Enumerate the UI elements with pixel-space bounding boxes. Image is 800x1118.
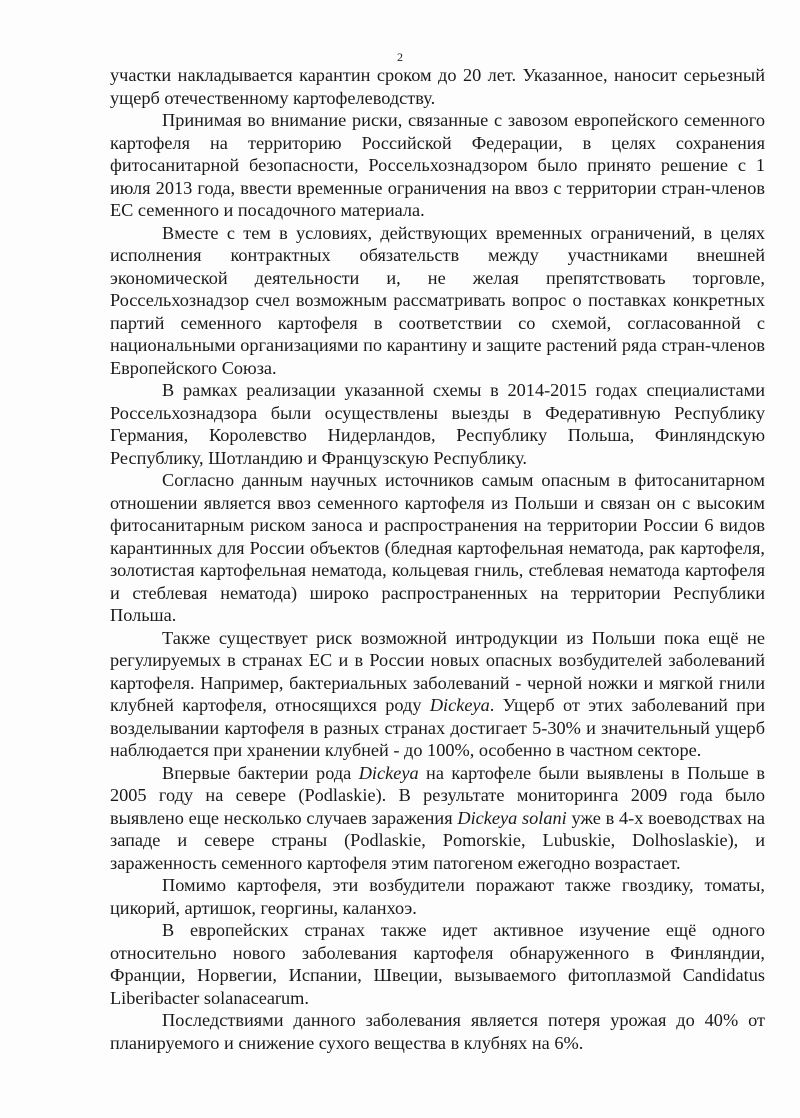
document-body bbox=[110, 64, 765, 1054]
paragraph-3: Вместе с тем в условиях, действующих временных ограничений, в целях исполнения контрактных обязательств между участниками внешней экономической деятельности и, не желая препятствовать торговле, Россельхознадзор счел возможным рассматривать вопрос о поставках конкретных партий семенного картофеля в соответствии со схемой, согласованной с национальными организациями по карантину и защите растений ряда стран-членов Европейского Союза. bbox=[110, 222, 765, 378]
paragraph-2: Принимая во внимание риски, связанные с завозом европейского семенного картофеля на территорию Российской Федерации, в целях сохранения фитосанитарной безопасности, Россельхознадзором было принято решение с 1 июля 2013 года, ввести временные ограничения на ввоз с территории стран-членов ЕС семенного и посадочного материала. bbox=[110, 110, 765, 220]
paragraph-9: В европейских странах также идет активное изучение ещё одного относительно нового заболевания картофеля обнаруженного в Финляндии, Франции, Норвегии, Испании, Швеции, вызываемого фитоплазмой Candidatus Liberibacter solanacearum. bbox=[110, 920, 765, 1008]
page-number: 2 bbox=[397, 50, 403, 64]
paragraph-6: Также существует риск возможной интродукции из Польши пока ещё не регулируемых в странах ЕС и в России новых опасных возбудителей заболеваний картофеля. Например, бактериальных заболеваний - черной ножки и мягкой гнили клубней картофеля, относящихся роду Dickeya. Ущерб от этих заболеваний при возделывании картофеля в разных странах достигает 5-30% и значительный ущерб наблюдается при хранении клубней - до 100%, особенно в частном секторе. bbox=[110, 627, 765, 760]
paragraph-5: Согласно данным научных источников самым опасным в фитосанитарном отношении является ввоз семенного картофеля из Польши и связан он с высоким фитосанитарным риском заноса и распространения на территории России 6 видов карантинных для России объектов (бледная картофельная нематода, рак картофеля, золотистая картофельная нематода, кольцевая гниль, стеблевая нематода картофеля и стеблевая нематода) широко распространенных на территории Республики Польша. bbox=[110, 470, 765, 625]
paragraph-1: участки накладывается карантин сроком до 20 лет. Указанное, наносит серьезный ущерб отечественному картофелеводству. bbox=[110, 65, 765, 108]
paragraph-10: Последствиями данного заболевания является потеря урожая до 40% от планируемого и снижение сухого вещества в клубнях на 6%. bbox=[110, 1010, 765, 1053]
paragraph-4: В рамках реализации указанной схемы в 2014-2015 годах специалистами Россельхознадзора были осуществлены выезды в Федеративную Республику Германия, Королевство Нидерландов, Республику Польша, Финляндскую Республику, Шотландию и Французскую Республику. bbox=[110, 380, 765, 468]
paragraph-7: Впервые бактерии рода Dickeya на картофеле были выявлены в Польше в 2005 году на севере (Podlaskie). В результате мониторинга 2009 года было выявлено еще несколько случаев заражения Dickeya solani уже в 4-х воеводствах на западе и севере страны (Podlaskie, Pomorskie, Lubuskie, Dolhoslaskie), и зараженность семенного картофеля этим патогеном ежегодно возрастает. bbox=[110, 762, 765, 873]
paragraph-8: Помимо картофеля, эти возбудители поражают также гвоздику, томаты, цикорий, артишок, георгины, каланхоэ. bbox=[110, 875, 765, 918]
